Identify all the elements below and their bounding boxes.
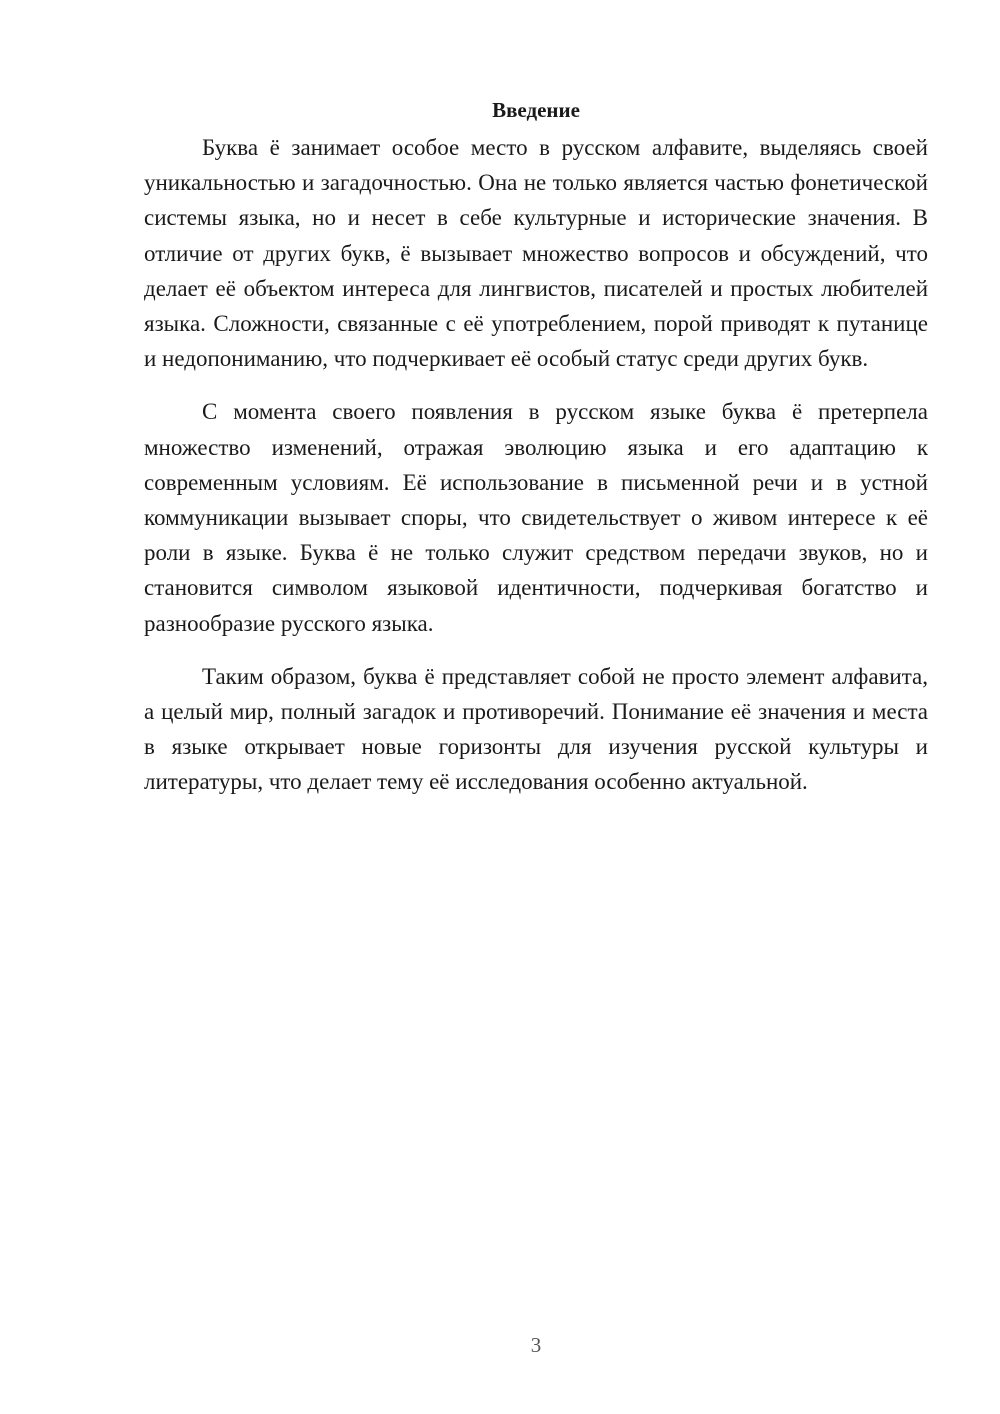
page-content [144, 92, 928, 818]
paragraph-2: С момента своего появления в русском языке буква ё претерпела множество изменений, отражая эволюцию языка и его адаптацию к современным условиям. Её использование в письменной речи и в устной коммуникации вызывает споры, что свидетельствует о живом интересе к её роли в языке. Буква ё не только служит средством передачи звуков, но и становится символом языковой идентичности, подчеркивая богатство и разнообразие русского языка. [144, 399, 928, 636]
paragraph-3: Таким образом, буква ё представляет собой не просто элемент алфавита, а целый мир, полный загадок и противоречий. Понимание её значения и места в языке открывает новые горизонты для изучения русской культуры и литературы, что делает тему её исследования особенно актуальной. [144, 663, 928, 795]
page-number: 3 [530, 1333, 542, 1357]
section-title: Введение [492, 98, 580, 122]
paragraph-1: Буква ё занимает особое место в русском алфавите, выделяясь своей уникальностью и загадочностью. Она не только является частью фонетической системы языка, но и несет в себе культурные и исторические значения. В отличие от других букв, ё вызывает множество вопросов и обсуждений, что делает её объектом интереса для лингвистов, писателей и простых любителей языка. Сложности, связанные с её употреблением, порой приводят к путанице и недопониманию, что подчеркивает её особый статус среди других букв. [144, 135, 928, 372]
